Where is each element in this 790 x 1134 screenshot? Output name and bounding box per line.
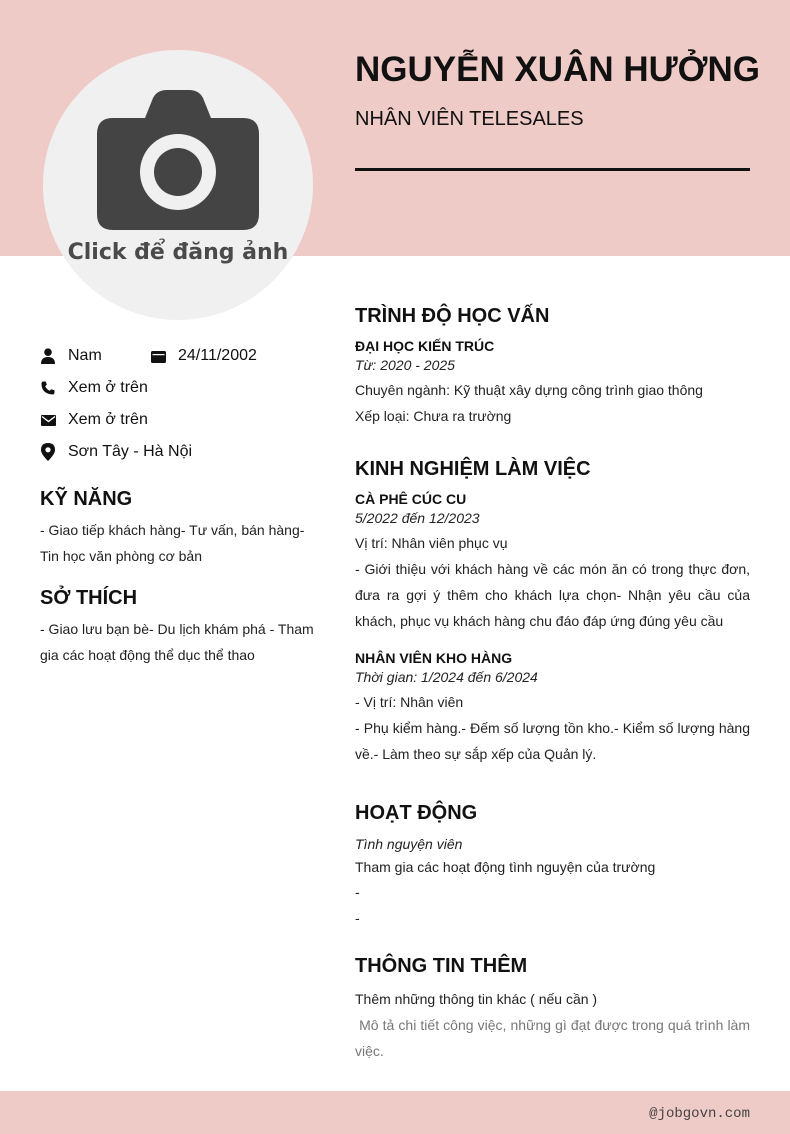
education-section (355, 305, 750, 429)
skills-heading: KỸ NĂNG (40, 488, 133, 510)
job-position: Vị trí: Nhân viên phục vụ (355, 535, 508, 551)
experience-heading: KINH NGHIỆM LÀM VIỆC (355, 458, 591, 480)
birthday-value: 24/11/2002 (178, 347, 257, 364)
envelope-icon (40, 412, 56, 428)
title-divider (355, 168, 750, 171)
job-title: NHÂN VIÊN TELESALES (355, 108, 584, 130)
footer-watermark: @jobgovn.com (649, 1106, 750, 1122)
email-value: Xem ở trên (68, 411, 148, 428)
hobbies-text: - Giao lưu bạn bè- Du lịch khám phá - Tham gia các hoạt động thể dục thể thao (40, 621, 314, 663)
activity-line: - (355, 910, 360, 926)
activities-section (355, 802, 750, 931)
left-column (40, 340, 320, 668)
calendar-icon (150, 348, 166, 364)
job-position: - Vị trí: Nhân viên (355, 694, 464, 710)
job-description: - Phụ kiểm hàng.- Đếm số lượng tồn kho.- Kiểm số lượng hàng về.- Làm theo sự sắp xếp của Quản lý. (355, 720, 750, 762)
phone-icon (40, 380, 56, 396)
activity-line: Tham gia các hoạt động tình nguyện của trường (355, 859, 656, 875)
candidate-name: NGUYỄN XUÂN HƯỞNG (355, 50, 761, 89)
activity-name: Tình nguyện viên (355, 836, 463, 852)
experience-item (355, 491, 750, 634)
avatar-upload[interactable] (43, 50, 313, 320)
education-grade: Xếp loại: Chưa ra trường (355, 408, 512, 424)
job-period: 5/2022 đến 12/2023 (355, 510, 480, 526)
experience-item (355, 650, 750, 767)
address-value: Sơn Tây - Hà Nội (68, 443, 193, 460)
additional-line: Thêm những thông tin khác ( nếu cần ) (355, 991, 598, 1007)
camera-icon (97, 90, 259, 230)
activities-heading: HOẠT ĐỘNG (355, 802, 478, 824)
education-period: Từ: 2020 - 2025 (355, 357, 455, 373)
experience-section (355, 458, 750, 767)
person-icon (40, 348, 56, 364)
job-company: CÀ PHÊ CÚC CU (355, 491, 467, 507)
birthday-item (150, 347, 257, 365)
education-heading: TRÌNH ĐỘ HỌC VẤN (355, 305, 550, 327)
phone-value: Xem ở trên (68, 379, 148, 396)
contact-row-phone (40, 372, 320, 404)
activity-line: - (355, 884, 360, 900)
additional-heading: THÔNG TIN THÊM (355, 955, 528, 977)
hobbies-heading: SỞ THÍCH (40, 587, 138, 609)
map-pin-icon (40, 444, 56, 460)
additional-description: Mô tả chi tiết công việc, những gì đạt được trong quá trình làm việc. (355, 1017, 754, 1059)
avatar-caption: Click để đăng ảnh (67, 240, 289, 265)
school-name: ĐẠI HỌC KIẾN TRÚC (355, 338, 495, 354)
contact-row-email (40, 404, 320, 436)
education-major: Chuyên ngành: Kỹ thuật xây dựng công trình giao thông (355, 382, 703, 398)
job-period: Thời gian: 1/2024 đến 6/2024 (355, 669, 538, 685)
gender-item (40, 347, 150, 365)
gender-value: Nam (68, 347, 102, 364)
job-company: NHÂN VIÊN KHO HÀNG (355, 650, 513, 666)
skills-text: - Giao tiếp khách hàng- Tư vấn, bán hàng- Tin học văn phòng cơ bản (40, 522, 305, 564)
job-description: - Giới thiệu với khách hàng về các món ăn có trong thực đơn, đưa ra gợi ý thêm cho khách lựa chọn- Nhận yêu cầu của khách, phục vụ khách hàng chu đáo đáp ứng đúng yêu cầu (355, 561, 750, 629)
additional-section (355, 955, 754, 1064)
contact-row-personal (40, 340, 320, 372)
contact-row-address (40, 436, 320, 468)
